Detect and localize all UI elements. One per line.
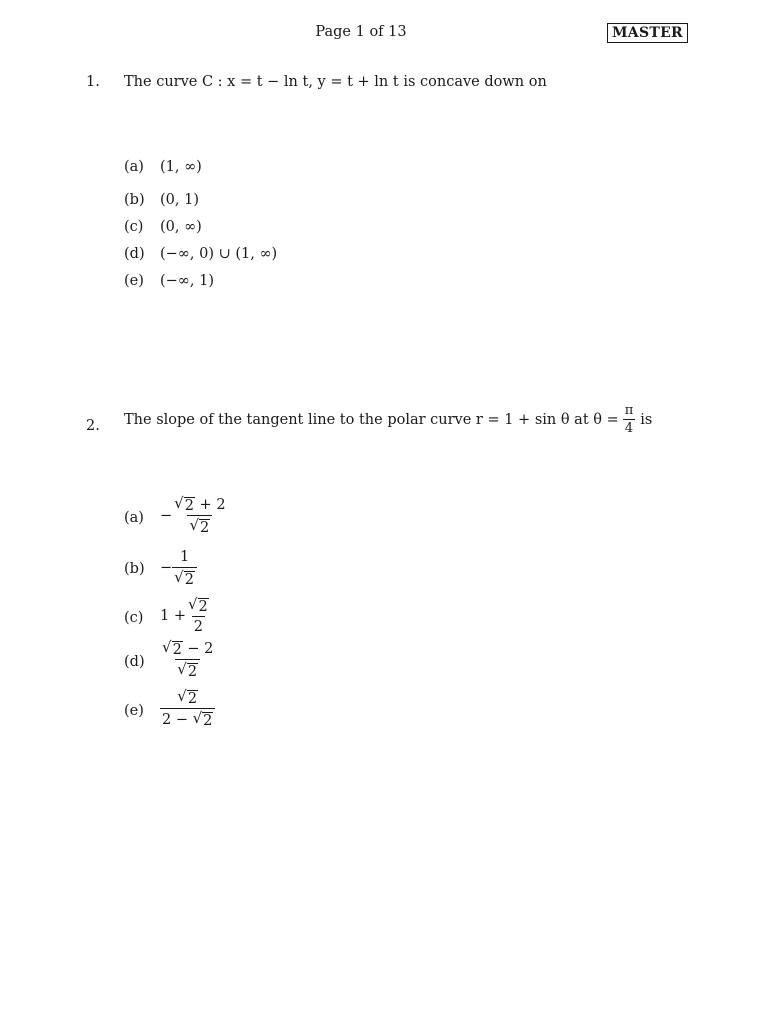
theta-fraction <box>623 403 636 436</box>
question-1-text: The curve C : x = t − ln t, y = t + ln t is concave down on <box>124 74 547 90</box>
q2-b-fraction: 1 √ 2 <box>172 548 197 588</box>
q2-e-fraction: √ 2 2 − √ 2 <box>160 688 215 729</box>
question-1-number: 1. <box>86 74 100 90</box>
question-2-number: 2. <box>86 418 100 434</box>
question-2-text-end: is <box>640 411 653 428</box>
theta-denominator: 4 <box>624 421 634 436</box>
q1-option-d-label: (d) <box>124 246 145 262</box>
q1-option-b-label: (b) <box>124 192 145 208</box>
q2-a-fraction: √ 2 + 2 √ 2 <box>174 494 226 536</box>
question-2-text <box>124 403 652 436</box>
q1-option-a-value: (1, ∞) <box>160 159 202 175</box>
theta-numerator: π <box>624 403 634 418</box>
q2-option-a-label: (a) <box>124 510 144 526</box>
q1-option-d-value: (−∞, 0) ∪ (1, ∞) <box>160 246 278 262</box>
q2-option-b-label: (b) <box>124 561 145 577</box>
q1-option-c-value: (0, ∞) <box>160 219 202 235</box>
master-label: MASTER <box>607 23 688 43</box>
q2-option-e-label: (e) <box>124 703 144 719</box>
q2-option-d-label: (d) <box>124 654 145 670</box>
q2-c-fraction: √ 2 2 <box>187 595 208 635</box>
q2-option-b-value: − 1 √ 2 <box>160 548 197 588</box>
q2-option-a-value: − √ 2 + 2 √ 2 <box>160 494 226 536</box>
q1-option-e-label: (e) <box>124 273 144 289</box>
q2-option-e-value <box>160 688 215 729</box>
q2-option-c-label: (c) <box>124 610 144 626</box>
q2-option-c-value: 1 + √ 2 2 <box>160 596 211 636</box>
page-number: Page 1 of 13 <box>315 24 407 40</box>
q2-option-d-value <box>160 639 215 680</box>
q1-option-e-value: (−∞, 1) <box>160 273 214 289</box>
q1-option-a-label: (a) <box>124 159 144 175</box>
question-2-text-main: The slope of the tangent line to the polar curve r = 1 + sin θ at θ = <box>124 411 619 428</box>
q1-option-b-value: (0, 1) <box>160 192 199 208</box>
q1-option-c-label: (c) <box>124 219 144 235</box>
q2-d-fraction: √ 2 − 2 √ 2 <box>162 638 214 680</box>
